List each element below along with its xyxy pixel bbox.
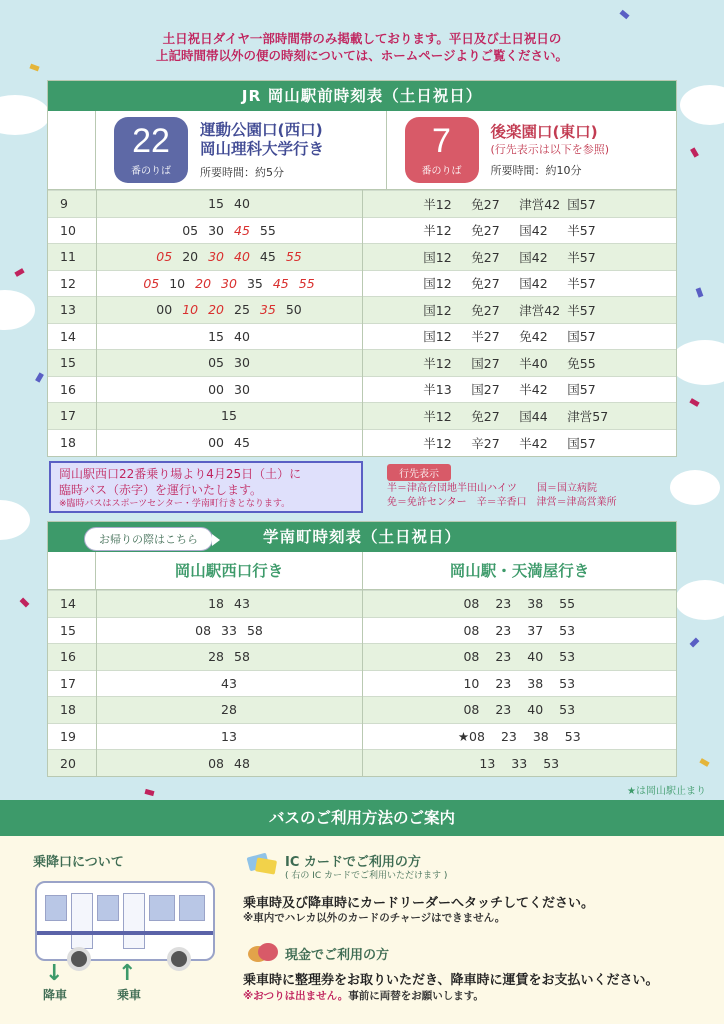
departure-minute: 40 xyxy=(527,649,544,665)
departure-minute: 国42 xyxy=(519,223,548,239)
tenmaya-times xyxy=(362,617,676,644)
departure-minute: 国12 xyxy=(423,302,452,318)
departure-minute: 半42 xyxy=(519,382,548,398)
door-title: 乗降口について xyxy=(33,855,124,870)
hour-cell: 19 xyxy=(48,723,96,750)
departure-minute: 40 xyxy=(234,196,250,212)
timetable-row xyxy=(48,697,676,724)
west-exit-times xyxy=(96,723,362,750)
departure-minute: 53 xyxy=(543,755,560,771)
departure-minute: 国57 xyxy=(567,435,596,451)
departure-minute: 33 xyxy=(511,755,528,771)
departure-minute: 25 xyxy=(234,302,250,318)
platform-7-badge: 7 番のりば xyxy=(405,117,479,183)
route-22-times xyxy=(96,244,362,271)
departure-minute: 半27 xyxy=(471,329,500,345)
route-22-times xyxy=(96,217,362,244)
departure-minute: 津営42 xyxy=(519,196,561,212)
departure-minute: 国27 xyxy=(471,355,500,371)
departure-minute: 国57 xyxy=(567,196,596,212)
extra-departure-minute: 55 xyxy=(285,249,302,265)
departure-minute: 免27 xyxy=(471,249,500,265)
departure-minute: 58 xyxy=(234,649,250,665)
departure-minute: 00 xyxy=(208,381,224,397)
west-exit-times xyxy=(96,750,362,777)
departure-minute: 15 xyxy=(208,196,224,212)
departure-minute: 23 xyxy=(495,675,512,691)
route-7-name-2: (行先表示は以下を参照) xyxy=(490,142,610,156)
hour-cell: 17 xyxy=(48,403,96,430)
board-label: 乗車 xyxy=(117,988,142,1002)
departure-minute: 津営42 xyxy=(519,302,561,318)
extra-departure-minute: 45 xyxy=(272,275,289,291)
timetable-row xyxy=(48,429,676,456)
departure-minute: 半57 xyxy=(567,276,596,292)
departure-minute: 国12 xyxy=(423,329,452,345)
route-7-times xyxy=(362,297,676,324)
departure-minute: 半57 xyxy=(567,249,596,265)
route-22-duration: 所要時間：約5分 xyxy=(200,165,284,179)
gakunancho-title: 学南町時刻表（土日祝日） xyxy=(48,522,676,552)
tenmaya-times xyxy=(362,670,676,697)
timetable-row xyxy=(48,217,676,244)
departure-minute: 国12 xyxy=(423,249,452,265)
departure-minute: 33 xyxy=(221,622,237,638)
departure-minute: 48 xyxy=(234,755,250,771)
okayama-station-timetable xyxy=(47,80,677,457)
timetable-row xyxy=(48,376,676,403)
route-7-name-1: 後楽園口(東口) xyxy=(490,122,598,141)
hour-cell: 15 xyxy=(48,350,96,377)
departure-minute: 53 xyxy=(559,649,576,665)
departure-minute: 38 xyxy=(527,596,544,612)
route-22-name-1: 運動公園口(西口) xyxy=(200,120,323,139)
hour-cell: 14 xyxy=(48,323,96,350)
hour-cell: 18 xyxy=(48,697,96,724)
tenmaya-times xyxy=(362,750,676,777)
departure-minute: 05 xyxy=(208,355,224,371)
departure-minute: 23 xyxy=(495,622,512,638)
tenmaya-times xyxy=(362,591,676,618)
departure-minute: 免27 xyxy=(471,223,500,239)
hour-cell: 9 xyxy=(48,191,96,218)
extra-departure-minute: 10 xyxy=(182,302,199,318)
ic-card-title: IC カードでご利用の方 xyxy=(285,855,421,870)
route-7-times xyxy=(362,350,676,377)
west-exit-times xyxy=(96,617,362,644)
destination-legend xyxy=(387,462,677,509)
departure-minute: 半12 xyxy=(423,355,452,371)
hour-cell: 11 xyxy=(48,244,96,271)
departure-minute: 08 xyxy=(208,755,224,771)
tenmaya-times xyxy=(362,644,676,671)
timetable-title: JR 岡山駅前時刻表（土日祝日） xyxy=(48,81,676,111)
route-22-times xyxy=(96,429,362,456)
departure-minute: 45 xyxy=(259,249,276,265)
departure-minute: 30 xyxy=(208,222,224,238)
departure-minute: 55 xyxy=(559,596,576,612)
departure-minute: 国27 xyxy=(471,382,500,398)
departure-minute: 08 xyxy=(463,596,480,612)
route-22-times xyxy=(96,191,362,218)
timetable-row xyxy=(48,670,676,697)
exit-label: 降車 xyxy=(43,988,68,1002)
west-exit-times xyxy=(96,591,362,618)
route-22-times xyxy=(96,350,362,377)
departure-minute: 半40 xyxy=(519,355,548,371)
departure-minute: 30 xyxy=(234,355,250,371)
timetable-row xyxy=(48,403,676,430)
departure-minute: 免27 xyxy=(471,302,500,318)
extra-departure-minute: 55 xyxy=(298,275,315,291)
hour-cell: 14 xyxy=(48,591,96,618)
bus-illustration xyxy=(35,881,215,961)
route-22-times xyxy=(96,403,362,430)
extra-departure-minute: 05 xyxy=(156,249,173,265)
extra-bus-info: 岡山駅西口22番乗り場より4月25日（土）に 臨時バス（赤字）を運行いたします。 ※臨時バスはスポーツセンター・学南町行きとなります。 xyxy=(49,461,363,513)
hour-cell: 10 xyxy=(48,217,96,244)
extra-departure-minute: 45 xyxy=(234,222,250,238)
departure-minute: 半13 xyxy=(423,382,452,398)
timetable-row xyxy=(48,270,676,297)
departure-minute: 53 xyxy=(559,702,576,718)
schedule-notice xyxy=(40,30,684,64)
departure-minute: 免27 xyxy=(471,196,500,212)
route-22-times xyxy=(96,270,362,297)
hour-cell: 17 xyxy=(48,670,96,697)
departure-minute: 半12 xyxy=(423,223,452,239)
route-7-times xyxy=(362,376,676,403)
route-7-times xyxy=(362,403,676,430)
route-22-times xyxy=(96,297,362,324)
hour-cell: 13 xyxy=(48,297,96,324)
departure-minute: 辛27 xyxy=(471,435,500,451)
departure-minute: 23 xyxy=(495,649,512,665)
west-exit-times xyxy=(96,644,362,671)
departure-minute: 半57 xyxy=(567,223,596,239)
departure-minute: 53 xyxy=(559,675,576,691)
usage-guide-title: バスのご利用方法のご案内 xyxy=(0,800,724,836)
extra-departure-minute: 35 xyxy=(259,302,276,318)
departure-minute: 国57 xyxy=(567,382,596,398)
timetable-row xyxy=(48,617,676,644)
timetable-row xyxy=(48,191,676,218)
extra-departure-minute: 20 xyxy=(208,302,224,318)
departure-minute: 国44 xyxy=(519,408,548,424)
legend-tag: 行先表示 xyxy=(387,464,451,481)
departure-minute: 13 xyxy=(479,755,496,771)
route-header xyxy=(48,111,676,190)
route-7-times xyxy=(362,270,676,297)
departure-minute: 津営57 xyxy=(567,408,609,424)
departure-minute: 45 xyxy=(234,435,250,450)
departure-minute: 23 xyxy=(500,728,517,744)
departure-minute: 国12 xyxy=(423,276,452,292)
departure-minute: 13 xyxy=(221,728,237,744)
exit-arrow-icon: ↓ xyxy=(45,961,64,986)
usage-guide xyxy=(0,836,724,1024)
cash-coins-icon xyxy=(246,940,280,964)
route-22-header xyxy=(96,111,387,189)
route-7-times xyxy=(362,217,676,244)
departure-minute: 40 xyxy=(527,702,544,718)
timetable-row xyxy=(48,750,676,777)
timetable-row xyxy=(48,591,676,618)
timetable-row xyxy=(48,644,676,671)
timetable-row xyxy=(48,350,676,377)
departure-minute: 08 xyxy=(195,622,212,638)
departure-minute: 半42 xyxy=(519,435,548,451)
return-trip-pill: お帰りの際はこちら xyxy=(84,527,213,551)
west-exit-times xyxy=(96,670,362,697)
departure-minute: 00 xyxy=(208,435,224,450)
tenmaya-times xyxy=(362,697,676,724)
platform-22-badge: 22 番のりば xyxy=(114,117,188,183)
departure-minute: 08 xyxy=(463,649,480,665)
extra-departure-minute: 40 xyxy=(234,249,250,265)
departure-minute: 08 xyxy=(463,622,480,638)
departure-minute: 08 xyxy=(463,702,480,718)
departure-minute: 半12 xyxy=(423,435,452,451)
tenmaya-times xyxy=(362,723,676,750)
west-exit-times xyxy=(96,697,362,724)
departure-minute: 55 xyxy=(259,222,276,238)
departure-minute: 38 xyxy=(527,675,544,691)
hour-cell: 20 xyxy=(48,750,96,777)
route-22-times xyxy=(96,323,362,350)
timetable-row xyxy=(48,323,676,350)
timetable-row xyxy=(48,723,676,750)
extra-departure-minute: 30 xyxy=(221,275,237,291)
departure-minute: 15 xyxy=(221,408,237,424)
departure-minute: 43 xyxy=(221,675,237,691)
top-timetable-table xyxy=(48,190,676,456)
departure-minute: 37 xyxy=(527,622,544,638)
departure-minute: 38 xyxy=(532,728,549,744)
departure-minute: 免27 xyxy=(471,408,500,424)
extra-departure-minute: 05 xyxy=(143,275,160,291)
legend-line-2: 免＝免許センター 辛＝辛香口 津営＝津高営業所 xyxy=(387,497,617,508)
route-22-times xyxy=(96,376,362,403)
departure-minute: 半12 xyxy=(423,196,452,212)
dest-okayama-west: 岡山駅西口行き xyxy=(96,552,363,589)
destination-header xyxy=(48,552,676,590)
cash-instruction: 乗車時に整理券をお取りいただき、降車時に運賃をお支払いください。 xyxy=(243,973,659,988)
departure-minute: 国42 xyxy=(519,276,548,292)
hour-cell: 18 xyxy=(48,429,96,456)
legend-line-1: 半＝津高台団地半田山ハイツ 国＝国立病院 xyxy=(387,483,597,494)
departure-minute: 20 xyxy=(182,249,199,265)
departure-minute: 58 xyxy=(246,622,263,638)
departure-minute: ★08 xyxy=(457,728,485,744)
departure-minute: 23 xyxy=(495,702,512,718)
timetable-row xyxy=(48,297,676,324)
cash-note: ※おつりは出ません。事前に両替をお願いします。 xyxy=(243,990,484,1002)
gakunancho-timetable xyxy=(47,521,677,777)
cash-title: 現金でご利用の方 xyxy=(285,948,390,963)
departure-minute: 免55 xyxy=(567,355,596,371)
departure-minute: 53 xyxy=(559,622,576,638)
route-22-name-2: 岡山理科大学行き xyxy=(200,139,325,158)
departure-minute: 半57 xyxy=(567,302,596,318)
ic-card-icon xyxy=(246,849,280,879)
ic-card-note: ※車内でハレカ以外のカードのチャージはできません。 xyxy=(243,912,506,924)
board-arrow-icon: ↑ xyxy=(118,961,137,986)
route-7-times xyxy=(362,244,676,271)
route-7-duration: 所要時間：約10分 xyxy=(490,163,582,177)
hour-cell: 16 xyxy=(48,376,96,403)
extra-departure-minute: 30 xyxy=(208,249,224,265)
route-7-header xyxy=(387,111,677,189)
dest-okayama-tenmaya: 岡山駅・天満屋行き xyxy=(449,562,590,580)
departure-minute: 免42 xyxy=(519,329,548,345)
ic-card-sub: ( 右の IC カードでご利用いただけます ) xyxy=(285,871,448,881)
departure-minute: 免27 xyxy=(471,276,500,292)
route-7-times xyxy=(362,191,676,218)
notice-line-1: 土日祝日ダイヤ一部時間帯のみ掲載しております。平日及び土日祝日の xyxy=(162,31,562,46)
bottom-timetable-table xyxy=(48,590,676,776)
route-7-times xyxy=(362,323,676,350)
departure-minute: 半12 xyxy=(423,408,452,424)
extra-departure-minute: 20 xyxy=(195,275,212,291)
ic-card-instruction: 乗車時及び降車時にカードリーダーへタッチしてください。 xyxy=(243,896,595,911)
departure-minute: 05 xyxy=(182,222,199,238)
star-note: ★は岡山駅止まり xyxy=(627,786,706,797)
departure-minute: 43 xyxy=(234,596,250,612)
departure-minute: 28 xyxy=(208,649,224,665)
departure-minute: 18 xyxy=(208,596,224,612)
departure-minute: 23 xyxy=(495,596,512,612)
departure-minute: 30 xyxy=(234,381,250,397)
departure-minute: 10 xyxy=(463,675,480,691)
hour-cell: 16 xyxy=(48,644,96,671)
timetable-row xyxy=(48,244,676,271)
departure-minute: 10 xyxy=(169,275,186,291)
hour-cell: 12 xyxy=(48,270,96,297)
departure-minute: 15 xyxy=(208,328,224,344)
departure-minute: 国42 xyxy=(519,249,548,265)
departure-minute: 28 xyxy=(221,702,237,718)
hour-cell: 15 xyxy=(48,617,96,644)
notice-line-2: 上記時間帯以外の便の時刻については、ホームページよりご覧ください。 xyxy=(155,48,568,63)
departure-minute: 35 xyxy=(246,275,263,291)
departure-minute: 00 xyxy=(156,302,173,318)
departure-minute: 40 xyxy=(234,328,250,344)
departure-minute: 国57 xyxy=(567,329,596,345)
departure-minute: 50 xyxy=(285,302,302,318)
route-7-times xyxy=(362,429,676,456)
departure-minute: 53 xyxy=(564,728,581,744)
